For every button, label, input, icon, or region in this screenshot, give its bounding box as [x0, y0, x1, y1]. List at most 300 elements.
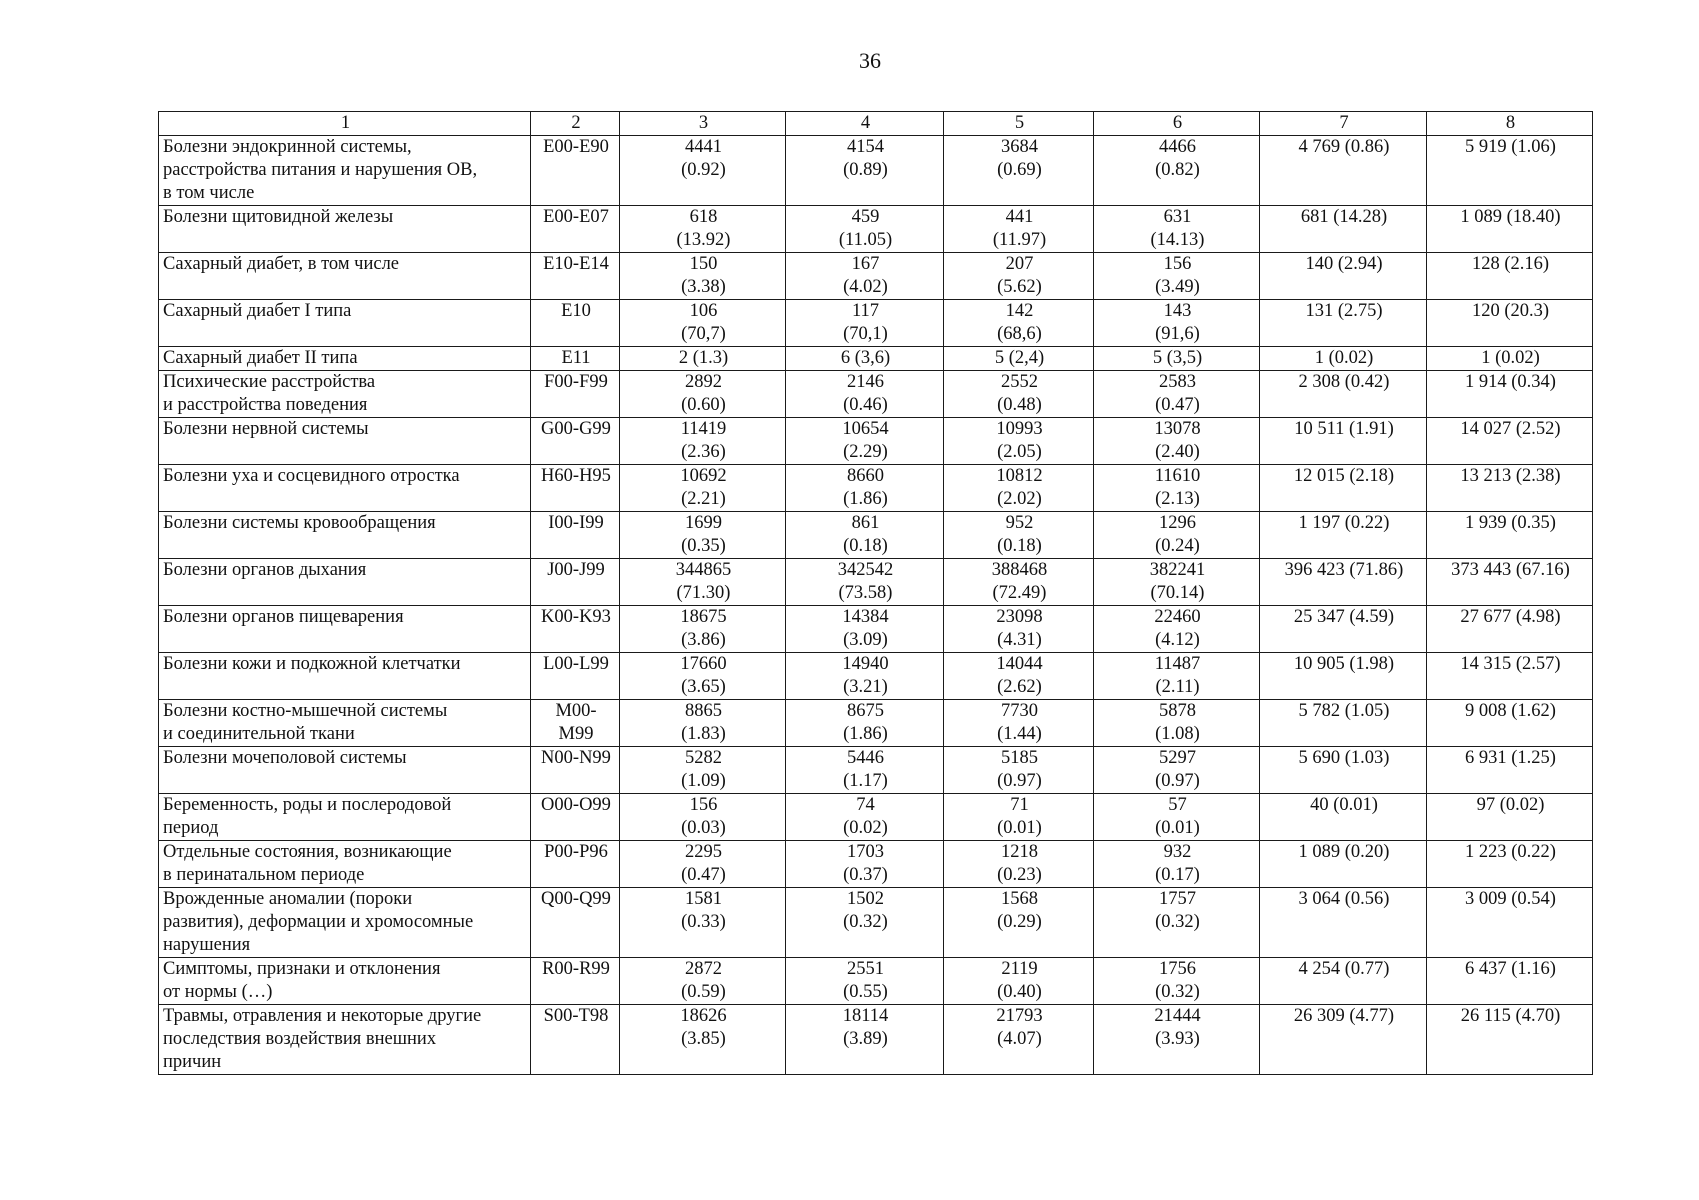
value-count: 207	[1005, 254, 1034, 274]
value-percent: (13.92)	[676, 230, 731, 250]
value-percent: (0.32)	[1155, 912, 1200, 932]
value-cell-c3	[620, 559, 786, 606]
icd-code-cell	[531, 841, 620, 888]
value-cell-c5	[944, 559, 1094, 606]
value-count: 952	[1005, 513, 1034, 533]
value-count: 932	[1163, 842, 1192, 862]
value-percent: (68,6)	[997, 324, 1042, 344]
disease-name-cell	[159, 206, 531, 253]
value-cell-c4	[786, 136, 944, 206]
icd-code-cell	[531, 747, 620, 794]
value-percent: (0.89)	[843, 160, 888, 180]
value-count: 8660	[847, 466, 884, 486]
value-count: 4466	[1159, 137, 1196, 157]
value-count: 441	[1005, 207, 1034, 227]
value-percent: (1.17)	[843, 771, 888, 791]
icd-code-cell	[531, 958, 620, 1005]
value-percent: (11.05)	[838, 230, 893, 250]
value-count: 143	[1163, 301, 1192, 321]
value-percent: (3.65)	[681, 677, 726, 697]
value-cell-c6	[1094, 371, 1260, 418]
icd-code-cell	[531, 888, 620, 958]
value-cell-c5	[944, 465, 1094, 512]
value-cell-c8: 6 437 (1.16)	[1427, 958, 1593, 1005]
table-row	[159, 371, 1593, 418]
value-cell-c6	[1094, 700, 1260, 747]
table-row	[159, 136, 1593, 206]
value-cell-c6	[1094, 888, 1260, 958]
disease-name-line: расстройства питания и нарушения ОВ,	[163, 160, 478, 180]
value-cell-c8: 3 009 (0.54)	[1427, 888, 1593, 958]
disease-name-line: Травмы, отравления и некоторые другие	[163, 1006, 482, 1026]
disease-name-line: Отдельные состояния, возникающие	[163, 842, 452, 862]
value-percent: (3.38)	[681, 277, 726, 297]
disease-name-cell	[159, 136, 531, 206]
value-count: 117	[851, 301, 880, 321]
disease-name-cell	[159, 253, 531, 300]
value-cell-c7: 1 089 (0.20)	[1260, 841, 1427, 888]
table-row	[159, 300, 1593, 347]
value-cell-c6	[1094, 136, 1260, 206]
value-count: 4441	[685, 137, 722, 157]
value-count: 2583	[1159, 372, 1196, 392]
header-cell: 2	[531, 112, 620, 136]
disease-name-line: и соединительной ткани	[163, 724, 355, 744]
value-count: 11610	[1154, 466, 1201, 486]
value-cell-c7: 5 690 (1.03)	[1260, 747, 1427, 794]
value-percent: (70,1)	[843, 324, 888, 344]
table-row	[159, 465, 1593, 512]
value-count: 1502	[847, 889, 884, 909]
icd-code-cell	[531, 418, 620, 465]
header-cell: 6	[1094, 112, 1260, 136]
disease-name-line: причин	[163, 1052, 222, 1072]
value-percent: (2.21)	[681, 489, 726, 509]
value-cell-c4	[786, 841, 944, 888]
table-header-row	[159, 112, 1593, 136]
value-cell-c6	[1094, 465, 1260, 512]
value-count: 21444	[1154, 1006, 1201, 1026]
value-count: 57	[1168, 795, 1187, 815]
icd-code-cell	[531, 206, 620, 253]
value-cell-c5	[944, 418, 1094, 465]
value-percent: (0.03)	[681, 818, 726, 838]
value-cell-c5	[944, 253, 1094, 300]
icd-code-line: O00-O99	[541, 795, 611, 815]
disease-name-cell	[159, 559, 531, 606]
value-cell-c6	[1094, 559, 1260, 606]
icd-code-cell	[531, 1005, 620, 1075]
value-cell-c7: 10 905 (1.98)	[1260, 653, 1427, 700]
value-count: 618	[689, 207, 718, 227]
icd-code-cell	[531, 653, 620, 700]
value-percent: (0.47)	[1155, 395, 1200, 415]
icd-code-cell	[531, 136, 620, 206]
value-cell-c7: 5 782 (1.05)	[1260, 700, 1427, 747]
value-percent: (0.01)	[1155, 818, 1200, 838]
disease-name-cell	[159, 512, 531, 559]
table-row	[159, 841, 1593, 888]
value-percent: (0.23)	[997, 865, 1042, 885]
value-count: 1218	[1001, 842, 1038, 862]
value-cell-c5	[944, 606, 1094, 653]
value-cell-c3	[620, 653, 786, 700]
value-cell-c5	[944, 794, 1094, 841]
table-row	[159, 559, 1593, 606]
value-count: 2892	[685, 372, 722, 392]
icd-code-line: K00-K93	[541, 607, 611, 627]
value-count: 17660	[680, 654, 727, 674]
value-count: 106	[689, 301, 718, 321]
icd-code-line: H60-H95	[541, 466, 611, 486]
disease-name-line: Болезни костно-мышечной системы	[163, 701, 448, 721]
value-count: 5446	[847, 748, 884, 768]
value-cell-c3	[620, 465, 786, 512]
value-cell-c7: 1 197 (0.22)	[1260, 512, 1427, 559]
value-count: 3684	[1001, 137, 1038, 157]
value-count: 2552	[1001, 372, 1038, 392]
disease-name-cell	[159, 888, 531, 958]
header-cell: 7	[1260, 112, 1427, 136]
value-cell-c4	[786, 253, 944, 300]
value-percent: (2.05)	[997, 442, 1042, 462]
value-cell-c7: 131 (2.75)	[1260, 300, 1427, 347]
value-count: 156	[689, 795, 718, 815]
icd-code-cell	[531, 465, 620, 512]
disease-name-line: Врожденные аномалии (пороки	[163, 889, 413, 909]
table-body	[159, 136, 1593, 1075]
value-cell-c4	[786, 606, 944, 653]
value-percent: (0.32)	[843, 912, 888, 932]
value-percent: (0.24)	[1155, 536, 1200, 556]
value-cell-c8: 6 931 (1.25)	[1427, 747, 1593, 794]
value-cell-c6	[1094, 253, 1260, 300]
value-percent: (0.40)	[997, 982, 1042, 1002]
disease-name-line: период	[163, 818, 219, 838]
value-percent: (1.86)	[843, 724, 888, 744]
value-count: 14940	[842, 654, 889, 674]
value-count: 13078	[1154, 419, 1201, 439]
icd-code-cell	[531, 794, 620, 841]
value-cell-c5	[944, 747, 1094, 794]
disease-name-cell	[159, 347, 531, 371]
value-count: 74	[856, 795, 875, 815]
value-percent: (0.17)	[1155, 865, 1200, 885]
disease-name-cell	[159, 300, 531, 347]
value-percent: (0.32)	[1155, 982, 1200, 1002]
value-cell-c6	[1094, 418, 1260, 465]
disease-name-cell	[159, 371, 531, 418]
value-count: 167	[851, 254, 880, 274]
value-count: 10692	[680, 466, 727, 486]
disease-name-line: нарушения	[163, 935, 251, 955]
value-count: 459	[851, 207, 880, 227]
icd-code-line: E10	[561, 301, 591, 321]
icd-code-cell	[531, 700, 620, 747]
value-cell-c4	[786, 371, 944, 418]
value-percent: (2.62)	[997, 677, 1042, 697]
header-cell: 5	[944, 112, 1094, 136]
value-cell-c8: 9 008 (1.62)	[1427, 700, 1593, 747]
value-cell-c3	[620, 606, 786, 653]
value-count: 14044	[996, 654, 1043, 674]
icd-code-line: I00-I99	[548, 513, 604, 533]
value-cell-c8: 14 315 (2.57)	[1427, 653, 1593, 700]
disease-name-cell	[159, 606, 531, 653]
icd-code-cell	[531, 300, 620, 347]
value-count: 18626	[680, 1006, 727, 1026]
value-count: 4154	[847, 137, 884, 157]
value-cell-c8: 1 223 (0.22)	[1427, 841, 1593, 888]
value-cell-c8: 1 089 (18.40)	[1427, 206, 1593, 253]
value-cell-c6	[1094, 512, 1260, 559]
disease-name-line: в том числе	[163, 183, 255, 203]
value-count: 5297	[1159, 748, 1196, 768]
value-cell-c4	[786, 1005, 944, 1075]
icd-code-line: E11	[561, 348, 591, 368]
table-row	[159, 253, 1593, 300]
value-percent: (0.92)	[681, 160, 726, 180]
value-count: 10812	[996, 466, 1043, 486]
value-cell-c3	[620, 300, 786, 347]
value-count: 2872	[685, 959, 722, 979]
disease-name-line: Болезни кожи и подкожной клетчатки	[163, 654, 461, 674]
value-percent: (0.47)	[681, 865, 726, 885]
icd-code-line: E10-E14	[543, 254, 609, 274]
table-row	[159, 888, 1593, 958]
value-percent: (4.12)	[1155, 630, 1200, 650]
icd-code-cell	[531, 606, 620, 653]
table-row	[159, 794, 1593, 841]
value-cell-c7: 26 309 (4.77)	[1260, 1005, 1427, 1075]
disease-name-cell	[159, 653, 531, 700]
value-count: 142	[1005, 301, 1034, 321]
value-cell-c3	[620, 371, 786, 418]
value-cell-c7: 681 (14.28)	[1260, 206, 1427, 253]
disease-name-line: Болезни щитовидной железы	[163, 207, 394, 227]
table-row	[159, 512, 1593, 559]
value-count: 1699	[685, 513, 722, 533]
value-cell-c5	[944, 841, 1094, 888]
table-row	[159, 1005, 1593, 1075]
value-cell-c3	[620, 347, 786, 371]
value-percent: (2.36)	[681, 442, 726, 462]
value-count: 8865	[685, 701, 722, 721]
icd-code-line: E00-E90	[543, 137, 609, 157]
value-percent: (0.29)	[997, 912, 1042, 932]
value-count: 5878	[1159, 701, 1196, 721]
value-percent: (11.97)	[992, 230, 1047, 250]
icd-code-line: M00-	[555, 701, 597, 721]
header-cell: 8	[1427, 112, 1593, 136]
value-percent: (3.49)	[1155, 277, 1200, 297]
value-cell-c8: 373 443 (67.16)	[1427, 559, 1593, 606]
value-cell-c7: 3 064 (0.56)	[1260, 888, 1427, 958]
icd-code-cell	[531, 347, 620, 371]
disease-name-cell	[159, 794, 531, 841]
value-count: 342542	[837, 560, 894, 580]
value-cell-c4	[786, 347, 944, 371]
value-cell-c6	[1094, 300, 1260, 347]
value-count: 1581	[685, 889, 722, 909]
value-percent: (0.82)	[1155, 160, 1200, 180]
value-cell-c8: 120 (20.3)	[1427, 300, 1593, 347]
value-count: 1756	[1159, 959, 1196, 979]
value-cell-c6	[1094, 1005, 1260, 1075]
value-cell-c5	[944, 371, 1094, 418]
value-count: 1568	[1001, 889, 1038, 909]
value-cell-c6	[1094, 958, 1260, 1005]
header-cell: 4	[786, 112, 944, 136]
value-cell-c8: 128 (2.16)	[1427, 253, 1593, 300]
value-cell-c8: 5 919 (1.06)	[1427, 136, 1593, 206]
value-percent: (4.31)	[997, 630, 1042, 650]
value-percent: (70.14)	[1150, 583, 1205, 603]
value-percent: (2.02)	[997, 489, 1042, 509]
value-cell-c8: 1 939 (0.35)	[1427, 512, 1593, 559]
value-percent: (70,7)	[681, 324, 726, 344]
disease-name-cell	[159, 747, 531, 794]
value-cell-c7: 1 (0.02)	[1260, 347, 1427, 371]
value-count: 22460	[1154, 607, 1201, 627]
icd-code-cell	[531, 253, 620, 300]
disease-name-cell	[159, 418, 531, 465]
table-row	[159, 606, 1593, 653]
value-cell-c5	[944, 653, 1094, 700]
value-percent: (0.33)	[681, 912, 726, 932]
value-count: 6 (3,6)	[840, 348, 891, 368]
value-count: 5282	[685, 748, 722, 768]
value-percent: (3.93)	[1155, 1029, 1200, 1049]
value-percent: (91,6)	[1155, 324, 1200, 344]
value-count: 5185	[1001, 748, 1038, 768]
disease-name-line: Симптомы, признаки и отклонения	[163, 959, 441, 979]
value-cell-c7: 4 769 (0.86)	[1260, 136, 1427, 206]
value-percent: (1.83)	[681, 724, 726, 744]
disease-name-line: Болезни органов дыхания	[163, 560, 367, 580]
value-percent: (0.59)	[681, 982, 726, 1002]
value-count: 5 (2,4)	[994, 348, 1045, 368]
value-cell-c5	[944, 136, 1094, 206]
icd-code-line: F00-F99	[544, 372, 608, 392]
value-count: 21793	[996, 1006, 1043, 1026]
value-percent: (3.89)	[843, 1029, 888, 1049]
value-count: 1703	[847, 842, 884, 862]
disease-name-line: Болезни эндокринной системы,	[163, 137, 412, 157]
icd-code-line: Q00-Q99	[541, 889, 611, 909]
value-percent: (0.01)	[997, 818, 1042, 838]
value-percent: (3.21)	[843, 677, 888, 697]
value-cell-c6	[1094, 841, 1260, 888]
value-cell-c4	[786, 418, 944, 465]
value-percent: (0.97)	[997, 771, 1042, 791]
value-percent: (1.44)	[997, 724, 1042, 744]
value-cell-c3	[620, 700, 786, 747]
value-count: 150	[689, 254, 718, 274]
value-cell-c6	[1094, 206, 1260, 253]
disease-name-line: Болезни органов пищеварения	[163, 607, 404, 627]
value-percent: (0.97)	[1155, 771, 1200, 791]
disease-name-cell	[159, 700, 531, 747]
value-count: 11419	[680, 419, 727, 439]
value-cell-c3	[620, 136, 786, 206]
value-cell-c4	[786, 300, 944, 347]
value-cell-c3	[620, 418, 786, 465]
value-cell-c4	[786, 747, 944, 794]
disease-name-line: Болезни системы кровообращения	[163, 513, 436, 533]
disease-name-line: последствия воздействия внешних	[163, 1029, 437, 1049]
value-cell-c8: 97 (0.02)	[1427, 794, 1593, 841]
value-count: 2295	[685, 842, 722, 862]
value-percent: (2.11)	[1155, 677, 1200, 697]
value-cell-c5	[944, 700, 1094, 747]
value-count: 2 (1.3)	[678, 348, 729, 368]
value-percent: (0.35)	[681, 536, 726, 556]
header-cell: 3	[620, 112, 786, 136]
icd-code-line: P00-P96	[544, 842, 608, 862]
disease-name-cell	[159, 958, 531, 1005]
value-cell-c4	[786, 888, 944, 958]
disease-name-line: Болезни мочеполовой системы	[163, 748, 407, 768]
value-cell-c4	[786, 559, 944, 606]
value-cell-c4	[786, 512, 944, 559]
icd-code-line: E00-E07	[543, 207, 609, 227]
value-cell-c6	[1094, 606, 1260, 653]
disease-name-line: Болезни нервной системы	[163, 419, 369, 439]
value-cell-c3	[620, 794, 786, 841]
disease-name-line: в перинатальном периоде	[163, 865, 365, 885]
value-cell-c3	[620, 1005, 786, 1075]
value-cell-c7: 4 254 (0.77)	[1260, 958, 1427, 1005]
value-percent: (3.85)	[681, 1029, 726, 1049]
value-percent: (3.86)	[681, 630, 726, 650]
icd-code-line: S00-T98	[543, 1006, 609, 1026]
value-cell-c7: 140 (2.94)	[1260, 253, 1427, 300]
value-percent: (72.49)	[992, 583, 1047, 603]
value-cell-c6	[1094, 347, 1260, 371]
value-cell-c4	[786, 206, 944, 253]
table-row	[159, 700, 1593, 747]
value-percent: (5.62)	[997, 277, 1042, 297]
icd-code-line: G00-G99	[541, 419, 611, 439]
value-percent: (0.55)	[843, 982, 888, 1002]
value-count: 11487	[1154, 654, 1201, 674]
value-cell-c5	[944, 512, 1094, 559]
value-cell-c4	[786, 958, 944, 1005]
value-cell-c5	[944, 300, 1094, 347]
value-percent: (73.58)	[838, 583, 893, 603]
icd-code-cell	[531, 559, 620, 606]
value-cell-c5	[944, 347, 1094, 371]
icd-code-line: N00-N99	[541, 748, 611, 768]
value-cell-c4	[786, 653, 944, 700]
value-cell-c3	[620, 512, 786, 559]
value-percent: (1.08)	[1155, 724, 1200, 744]
value-count: 2146	[847, 372, 884, 392]
value-cell-c8: 13 213 (2.38)	[1427, 465, 1593, 512]
value-cell-c7: 12 015 (2.18)	[1260, 465, 1427, 512]
value-cell-c8: 26 115 (4.70)	[1427, 1005, 1593, 1075]
icd-code-line: R00-R99	[542, 959, 610, 979]
disease-name-line: от нормы (…)	[163, 982, 273, 1002]
value-cell-c5	[944, 206, 1094, 253]
value-percent: (2.13)	[1155, 489, 1200, 509]
value-count: 156	[1163, 254, 1192, 274]
value-cell-c3	[620, 206, 786, 253]
value-cell-c3	[620, 253, 786, 300]
value-percent: (2.29)	[843, 442, 888, 462]
value-cell-c3	[620, 747, 786, 794]
